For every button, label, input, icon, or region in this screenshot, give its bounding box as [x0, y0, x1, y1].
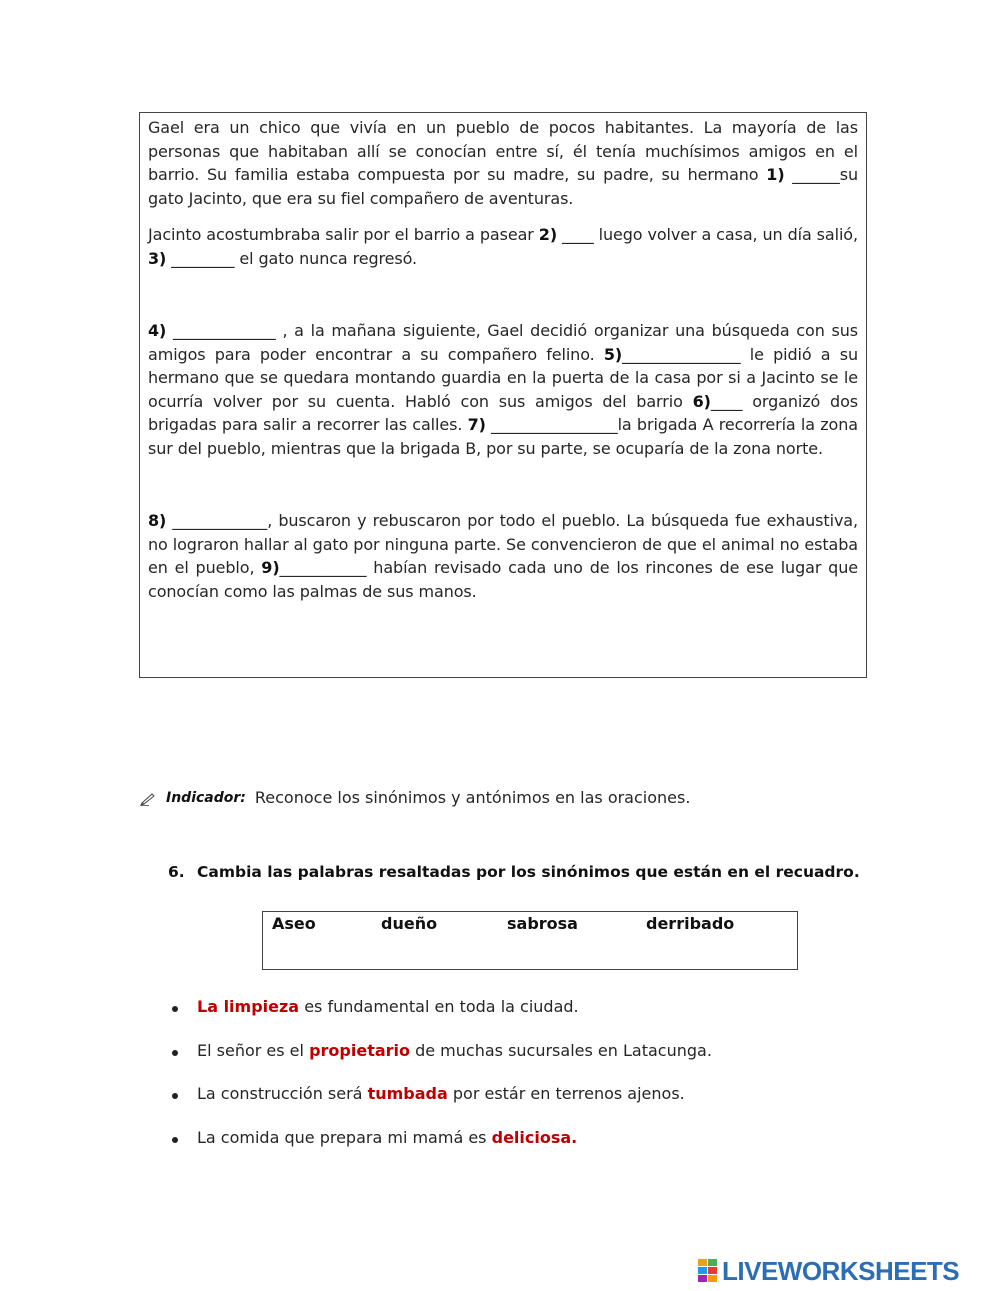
synonym-word: Aseo [272, 914, 316, 933]
story-text: Gael era un chico que vivía en un pueblo de pocos habitantes. La mayoría de las personas que habitaban allí se conocían entre sí, él tenía muchísimos amigos en el barrio. Su familia estaba compuesta por su madre, su padre, su hermano [148, 118, 858, 184]
story-paragraph-2 [148, 223, 858, 270]
list-item [168, 1084, 685, 1103]
story-text: ____ organizó dos brigadas para salir a recorrer las calles. [148, 391, 858, 434]
blank-number-5: 5) [603, 344, 623, 364]
indicator-label: Indicador: [166, 789, 246, 806]
sentence-text: El señor es el [197, 1041, 310, 1060]
story-text: ______su gato Jacinto, que era su fiel compañero de aventuras. [148, 165, 858, 208]
story-text-box [139, 112, 867, 678]
story-text: ________________la brigada A recorrería la zona sur del pueblo, mientras que la brigada B, por su parte, se ocuparía de la zona norte. [148, 415, 858, 458]
synonym-word: sabrosa [507, 914, 578, 933]
list-item [168, 997, 579, 1016]
list-item [168, 1041, 712, 1060]
liveworksheets-logo [698, 1257, 959, 1285]
list-item [168, 1128, 577, 1147]
indicator-text: Reconoce los sinónimos y antónimos en las oraciones. [254, 788, 691, 807]
blank-number-2: 2) [538, 225, 558, 244]
blank-number-7: 7) [467, 415, 486, 434]
story-text: ________ el gato nunca regresó. [166, 248, 418, 268]
blank-number-6: 6) [692, 391, 711, 411]
synonym-word: derribado [646, 914, 735, 933]
blank-number-4: 4) [148, 321, 167, 340]
blank-number-1: 1) [766, 165, 785, 184]
synonyms-box [262, 911, 798, 970]
question-6 [168, 863, 860, 881]
story-text: ____ luego volver a casa, un día salió, [557, 225, 858, 244]
liveworksheets-logo-icon [698, 1259, 718, 1283]
sentence-text: La comida que prepara mi mamá es [197, 1128, 492, 1147]
question-text: Cambia las palabras resaltadas por los sinónimos que están en el recuadro. [197, 863, 860, 881]
highlighted-word: La limpieza [197, 997, 300, 1016]
story-text: ___________ habían revisado cada uno de los rincones de ese lugar que conocían como las palmas de sus manos. [148, 558, 859, 601]
story-text: Jacinto acostumbraba salir por el barrio a pasear [148, 225, 539, 244]
blank-number-9: 9) [261, 558, 280, 577]
sentence-text: es fundamental en toda la ciudad. [299, 997, 579, 1016]
blank-number-3: 3) [148, 248, 167, 268]
synonym-word: dueño [381, 914, 438, 933]
bullet-icon [172, 1093, 178, 1099]
story-text: ____________, buscaron y rebuscaron por todo el pueblo. La búsqueda fue exhaustiva, no lograron hallar al gato por ninguna parte. Se convencieron de que el animal no estaba en el pueblo, [148, 511, 858, 577]
bullet-icon [172, 1137, 178, 1143]
story-text: _______________ le pidió a su hermano que se quedara montando guardia en la puerta de la casa por si a Jacinto se le ocurría volver por su cuenta. Habló con sus amigos del barrio [148, 344, 858, 411]
bullet-icon [172, 1006, 178, 1012]
blank-number-8: 8) [148, 511, 167, 530]
highlighted-word: deliciosa. [491, 1128, 578, 1147]
question-number: 6. [168, 863, 185, 881]
story-paragraph-1 [148, 116, 858, 210]
story-paragraph-3 [148, 319, 858, 460]
highlighted-word: tumbada [367, 1084, 448, 1103]
sentence-text: por estár en terrenos ajenos. [447, 1084, 685, 1103]
sentence-text: La construcción será [197, 1084, 368, 1103]
pencil-icon [140, 790, 156, 806]
sentence-text: de muchas sucursales en Latacunga. [410, 1041, 712, 1060]
bullet-icon [172, 1050, 178, 1056]
logo-text: LIVEWORKSHEETS [722, 1255, 960, 1286]
highlighted-word: propietario [309, 1041, 410, 1060]
story-paragraph-4 [148, 509, 858, 603]
indicator-line [140, 788, 690, 807]
story-text: _____________ , a la mañana siguiente, Gael decidió organizar una búsqueda con sus amigos para poder encontrar a su compañero felino. [148, 321, 858, 364]
